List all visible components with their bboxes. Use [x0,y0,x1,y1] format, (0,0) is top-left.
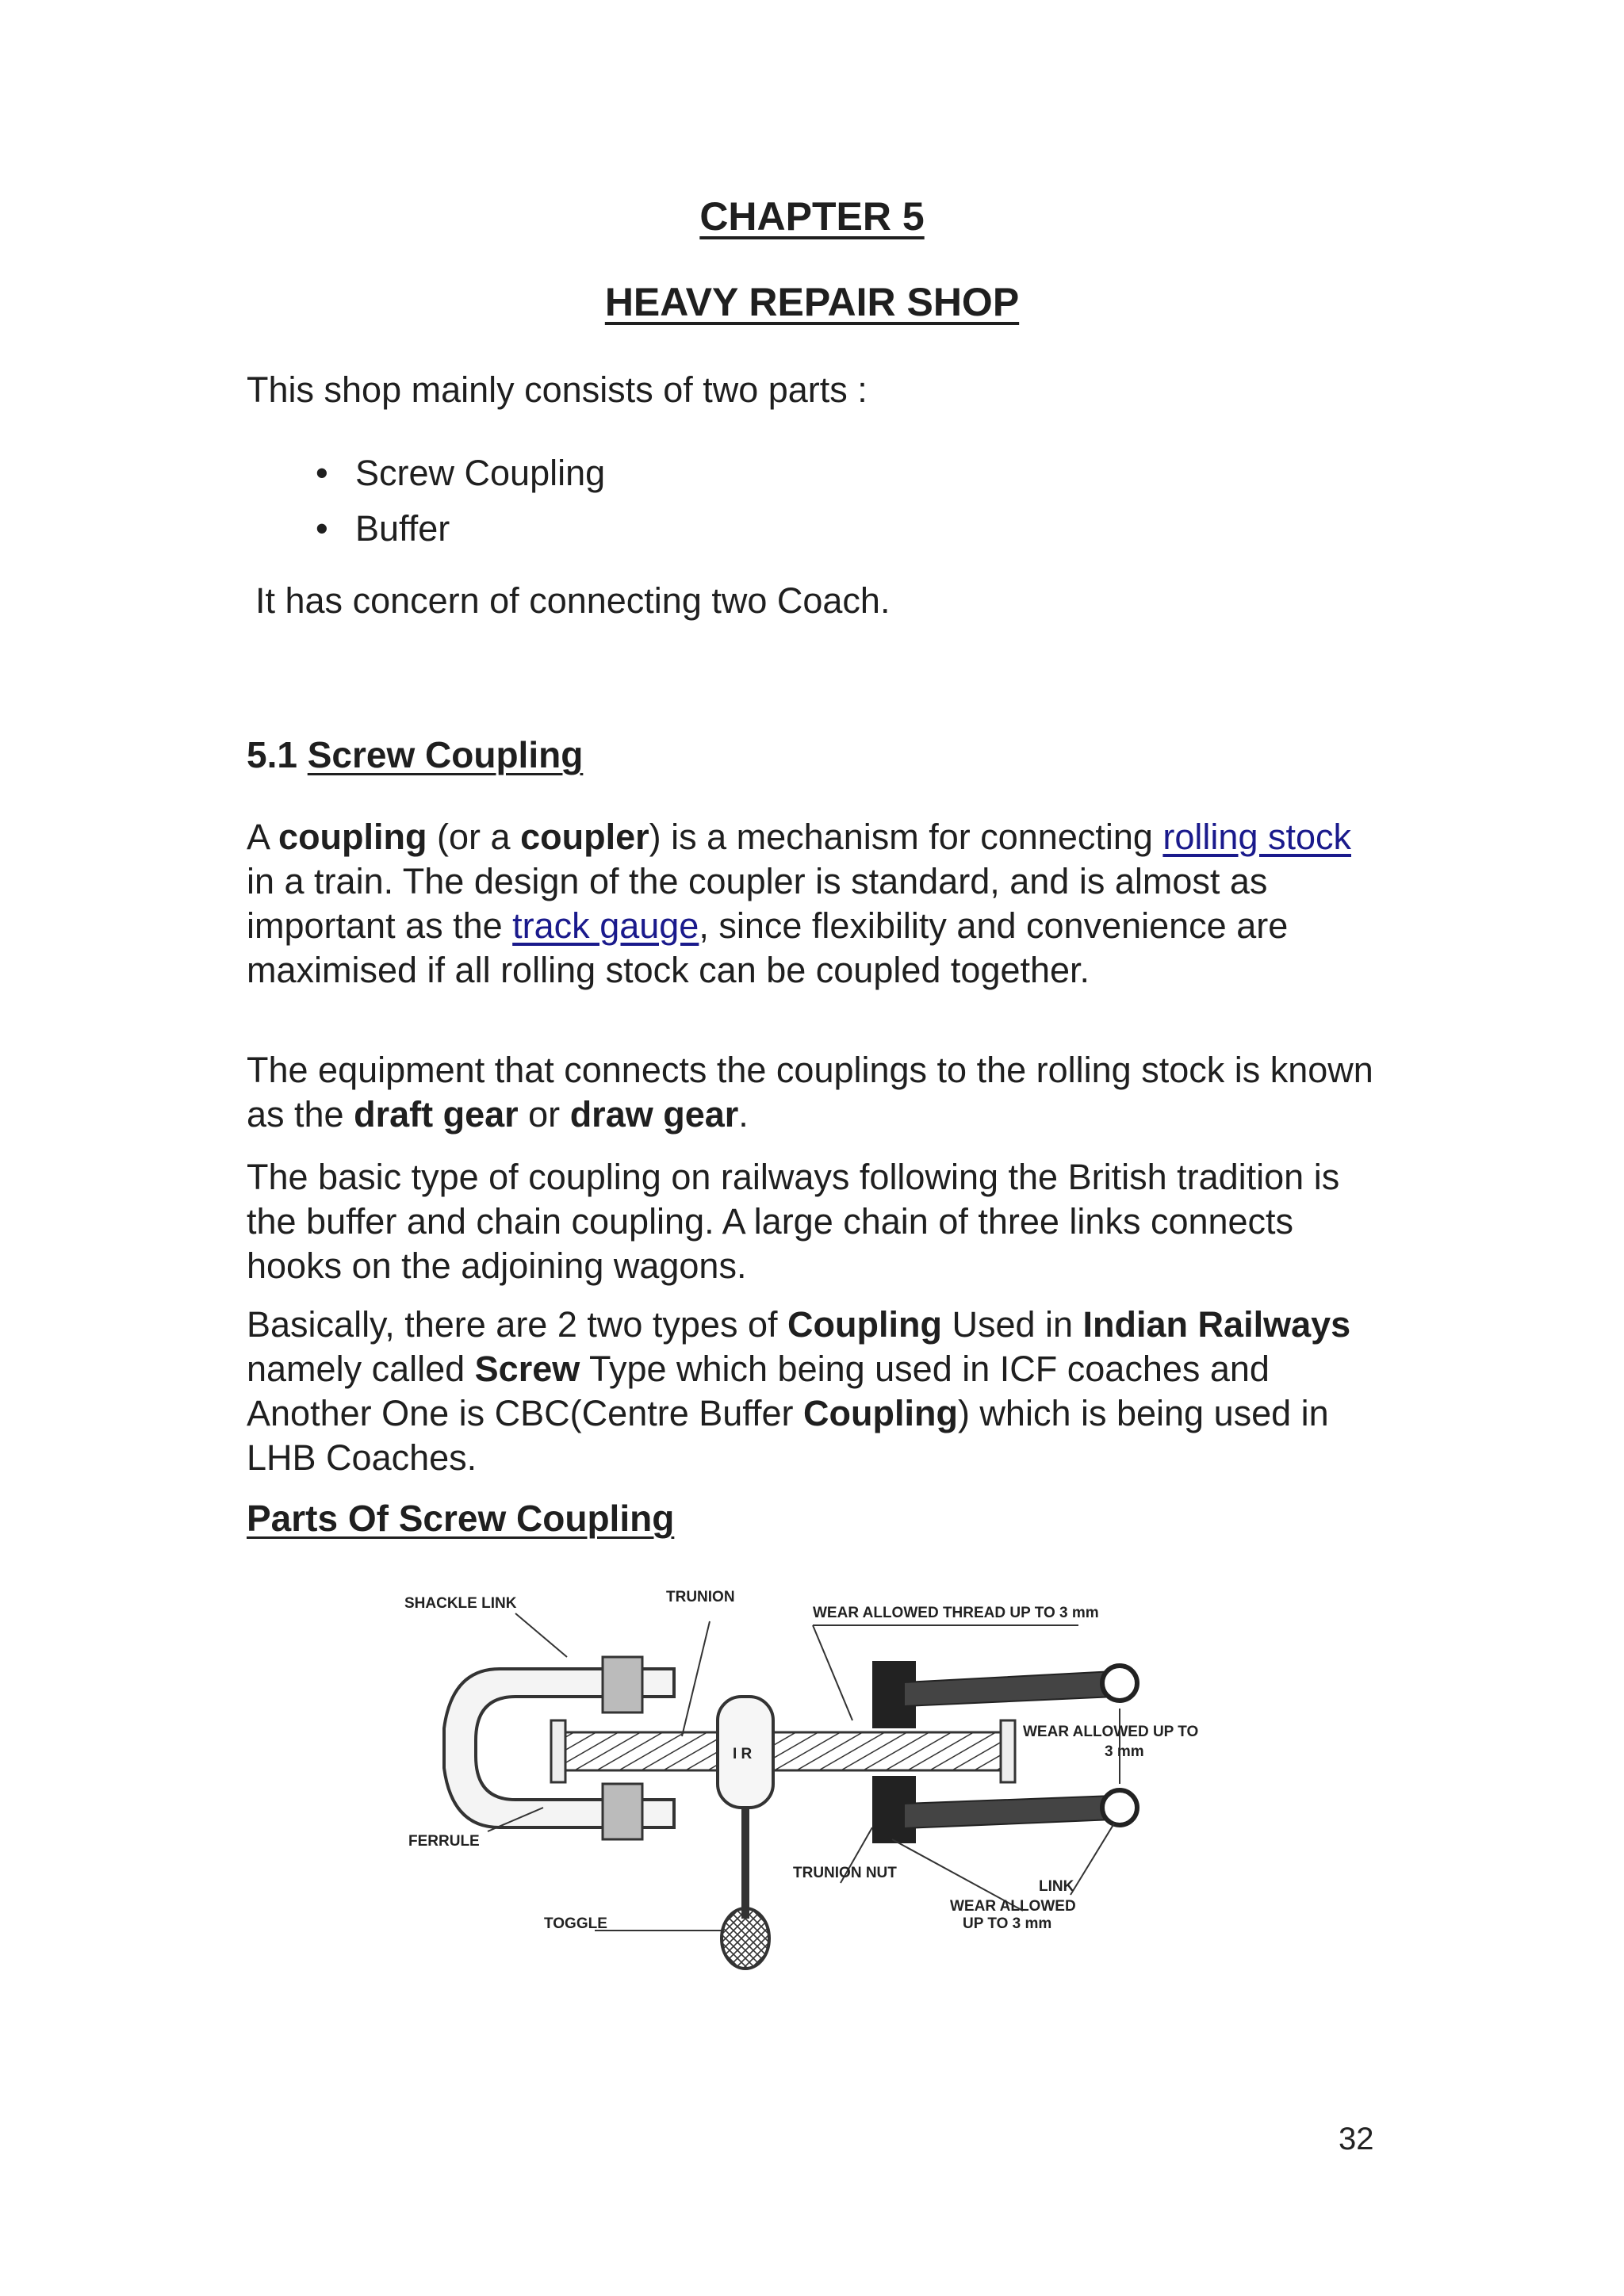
text-run: , since flexibility and convenience are maximised if all rolling stock can be coupled together. [247,905,1289,990]
list-item: • Screw Coupling [316,446,605,501]
text-run: namely called [247,1349,475,1389]
intro-text: This shop mainly consists of two parts : [247,369,868,410]
text-run: ) which is being used in LHB Coaches. [247,1393,1329,1478]
paragraph-coupling-definition [247,815,1388,993]
parts-heading: Parts Of Screw Coupling [247,1498,675,1539]
label-ir: I R [733,1746,753,1762]
page-number: 32 [1339,2122,1374,2156]
chapter-number: CHAPTER 5 [699,194,925,239]
list-item: • Buffer [316,501,605,557]
label-shackle-link: SHACKLE LINK [404,1595,517,1612]
bold-term: coupling [278,817,427,857]
concern-text: It has concern of connecting two Coach. [255,580,891,621]
parts-list [316,446,605,557]
label-wear-thread: WEAR ALLOWED THREAD UP TO 3 mm [813,1605,1099,1621]
text-run: (or a [427,817,521,857]
leader-lines [488,1613,1120,1931]
chapter-title: HEAVY REPAIR SHOP [604,280,1020,324]
label-wear-link-mm: 3 mm [1105,1743,1144,1760]
text-run: Type which being used in ICF coaches and Another One is CBC(Centre Buffer [247,1349,1270,1433]
link-top [904,1671,1114,1706]
spindle-collar-right [1001,1720,1015,1782]
text-run: The equipment that connects the couplings to the rolling stock is known as the [247,1050,1373,1135]
text-run: Used in [941,1304,1083,1345]
label-ferrule: FERRULE [408,1833,480,1850]
text-run: . [738,1094,749,1135]
paragraph-draft-gear [247,1048,1388,1137]
label-wear-link: WEAR ALLOWED UP TO [1023,1724,1199,1740]
toggle-ball [722,1908,769,1969]
label-wear-allowed-mm: UP TO 3 mm [963,1915,1052,1932]
section-number: 5.1 [247,734,297,775]
text-run: or [518,1094,570,1135]
text-run: ) is a mechanism for connecting [649,817,1163,857]
section-heading [247,733,583,776]
bold-term: Coupling [802,1393,958,1433]
label-trunion-nut: TRUNION NUT [793,1865,897,1881]
section-title: Screw Coupling [307,734,584,775]
link-eye-top [1102,1666,1137,1701]
screw-spindle [555,1732,1007,1770]
ferrule-block-top [603,1657,642,1712]
label-link: LINK [1039,1878,1074,1895]
bold-term: Indian Railways [1082,1304,1351,1345]
bold-term: Coupling [787,1304,942,1345]
bold-term: Screw [474,1349,580,1389]
diagram-svg [396,1578,1237,1982]
bold-term: coupler [520,817,649,857]
label-wear-allowed: WEAR ALLOWED [950,1898,1076,1915]
ferrule-block-bottom [603,1784,642,1839]
text-run: in a train. The design of the coupler is standard, and is almost as important as the [247,861,1268,946]
text-run: A [247,817,279,857]
text-run: Basically, there are 2 two types of [247,1304,787,1345]
link-eye-bottom [1102,1790,1137,1825]
link-bottom [904,1796,1114,1828]
spindle-collar-left [551,1720,565,1782]
link-track-gauge[interactable]: track gauge [512,905,699,946]
bold-term: draw gear [569,1094,739,1135]
screw-coupling-diagram [396,1578,1237,1982]
bold-term: draft gear [354,1094,519,1135]
link-rolling-stock[interactable]: rolling stock [1162,817,1351,857]
label-toggle: TOGGLE [544,1915,607,1932]
label-trunion: TRUNION [666,1589,735,1605]
paragraph-buffer-chain: The basic type of coupling on railways following the British tradition is the buffer and chain coupling. A large chain of three links connects hooks on the adjoining wagons. [247,1157,1340,1286]
paragraph-coupling-types [247,1303,1388,1480]
